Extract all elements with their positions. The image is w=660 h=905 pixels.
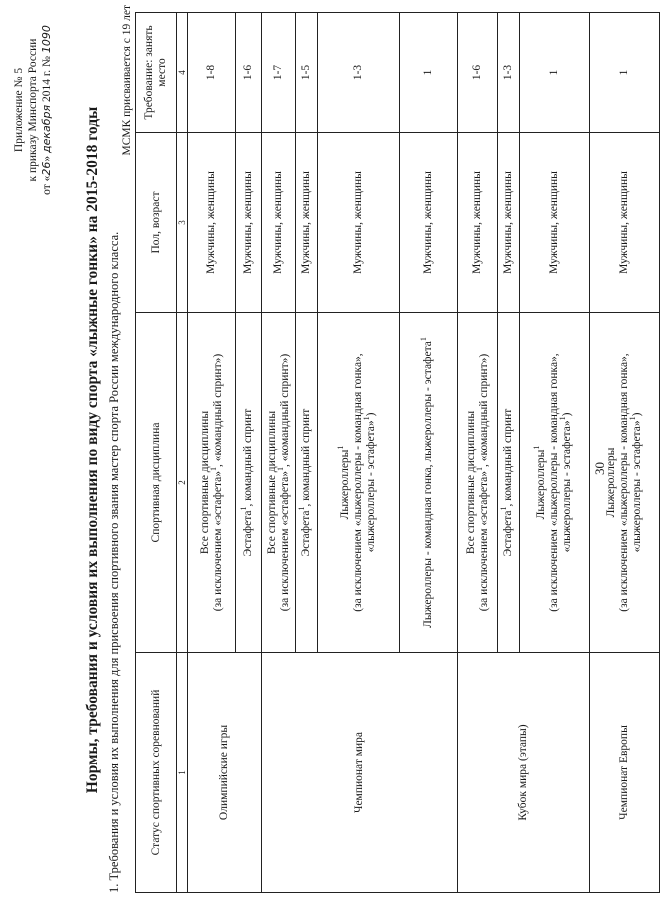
discipline-text: Эстафета <box>242 510 254 557</box>
discipline-cell <box>262 313 296 653</box>
table-row <box>188 13 236 893</box>
sex-age-cell: Мужчины, женщины <box>458 133 498 313</box>
appendix-order-line: к приказу Минспорта России <box>27 38 39 182</box>
norms-table <box>135 12 660 893</box>
table-row <box>262 13 296 893</box>
discipline-cell <box>458 313 498 653</box>
discipline-text: Лыжероллеры - командная гонка, лыжероллеры - эстафета <box>422 341 434 628</box>
requirement-cell: 1-3 <box>498 13 520 133</box>
discipline-text: , «командный спринт») <box>211 353 224 467</box>
group-world-cup: Кубок мира (этапы) <box>458 653 590 893</box>
sex-age-cell: Мужчины, женщины <box>262 133 296 313</box>
discipline-text: (за исключением «эстафета» <box>477 471 490 612</box>
discipline-text: Все спортивные дисциплины <box>198 410 211 555</box>
table-row <box>590 13 660 893</box>
header-sex-age: Пол, возраст <box>136 133 177 313</box>
discipline-text: «лыжероллеры - эстафета» <box>365 420 377 553</box>
sex-age-cell: Мужчины, женщины <box>400 133 458 313</box>
discipline-text: (за исключением «лыжероллеры - командная гонка», <box>352 353 364 612</box>
discipline-text: «лыжероллеры - эстафета» <box>561 420 573 553</box>
discipline-text: Лыжероллеры <box>339 449 351 520</box>
footnote-mark: 1 <box>499 506 509 511</box>
discipline-text: Все спортивные дисциплины <box>265 410 278 555</box>
handwritten-day: 26 <box>40 161 53 176</box>
footnote-mark: 1 <box>532 445 542 450</box>
requirement-cell: 1-6 <box>236 13 262 133</box>
discipline-text: , командный спринт <box>502 408 514 507</box>
date-prefix: от « <box>41 175 53 195</box>
column-number-row <box>177 13 188 893</box>
footnote-mark: 1 <box>558 416 568 421</box>
section-heading: 1. Требования и условия их выполнения для присвоения спортивного звания мастер спорта России международного класса. <box>107 231 121 893</box>
appendix-date-line <box>40 5 54 215</box>
discipline-text: Лыжероллеры <box>535 449 547 520</box>
discipline-text: ) <box>561 412 573 417</box>
discipline-text: (за исключением «эстафета» <box>211 471 224 612</box>
discipline-text: , «командный спринт») <box>278 353 291 467</box>
discipline-text: «лыжероллеры - эстафета» <box>631 420 643 553</box>
discipline-text: ) <box>631 412 643 417</box>
date-mid: » <box>41 153 53 162</box>
requirement-cell: 1-6 <box>458 13 498 133</box>
footnote-mark: 1 <box>239 506 249 511</box>
group-european-championship: Чемпионат Европы <box>590 653 660 893</box>
discipline-text: (за исключением «лыжероллеры - командная гонка», <box>618 353 630 612</box>
age-note: МСМК присваивается с 19 лет <box>121 5 133 156</box>
discipline-text: , командный спринт <box>242 408 254 507</box>
header-discipline: Спортивная дисциплина <box>136 313 177 653</box>
discipline-text: , командный спринт <box>300 408 312 507</box>
footnote-mark: 1 <box>336 445 346 450</box>
group-world-championship: Чемпионат мира <box>262 653 458 893</box>
requirement-cell: 1 <box>400 13 458 133</box>
group-olympic: Олимпийские игры <box>188 653 262 893</box>
requirement-cell: 1-5 <box>296 13 318 133</box>
header-requirement: Требование: занять место <box>136 13 177 133</box>
requirement-cell: 1-8 <box>188 13 236 133</box>
discipline-text: (за исключением «эстафета» <box>278 471 291 612</box>
discipline-cell <box>400 313 458 653</box>
column-number: 1 <box>177 653 188 893</box>
footnote-mark: 1 <box>419 337 429 342</box>
sex-age-cell: Мужчины, женщины <box>498 133 520 313</box>
sex-age-cell: Мужчины, женщины <box>318 133 400 313</box>
sex-age-cell: Мужчины, женщины <box>520 133 590 313</box>
discipline-text: Эстафета <box>300 510 312 557</box>
discipline-text: Эстафета <box>502 510 514 557</box>
column-number: 2 <box>177 313 188 653</box>
discipline-text: Все спортивные дисциплины <box>464 410 477 555</box>
column-number: 4 <box>177 13 188 133</box>
discipline-cell <box>296 313 318 653</box>
footnote-mark: 1 <box>208 467 218 471</box>
footnote-mark: 1 <box>628 416 638 421</box>
discipline-cell <box>318 313 400 653</box>
requirement-cell: 1 <box>520 13 590 133</box>
appendix-header <box>12 5 54 215</box>
handwritten-month: декабря <box>40 104 53 154</box>
sex-age-cell: Мужчины, женщины <box>296 133 318 313</box>
table-row <box>458 13 498 893</box>
page-number: 30 <box>592 462 607 475</box>
discipline-text: , «командный спринт») <box>477 353 490 467</box>
discipline-text: Лыжероллеры <box>605 447 617 518</box>
column-number: 3 <box>177 133 188 313</box>
sex-age-cell: Мужчины, женщины <box>188 133 236 313</box>
discipline-text: (за исключением «лыжероллеры - командная гонка», <box>548 353 560 612</box>
document-title: Нормы, требования и условия их выполнения по виду спорта «лыжные гонки» на 2015-2018 годы <box>84 106 101 794</box>
footnote-mark: 1 <box>297 506 307 511</box>
sex-age-cell: Мужчины, женщины <box>590 133 660 313</box>
requirement-cell: 1 <box>590 13 660 133</box>
header-status: Статус спортивных соревнований <box>136 653 177 893</box>
discipline-cell <box>520 313 590 653</box>
footnote-mark: 1 <box>474 467 484 471</box>
discipline-cell <box>590 313 660 653</box>
sex-age-cell: Мужчины, женщины <box>236 133 262 313</box>
requirement-cell: 1-7 <box>262 13 296 133</box>
footnote-mark: 1 <box>275 467 285 471</box>
table-header-row <box>136 13 177 893</box>
footnote-mark: 1 <box>362 416 372 421</box>
discipline-text: ) <box>365 412 377 417</box>
discipline-cell <box>188 313 236 653</box>
handwritten-order-number: 1090 <box>40 25 53 54</box>
appendix-line: Приложение № 5 <box>13 67 25 153</box>
requirement-cell: 1-3 <box>318 13 400 133</box>
date-year: 2014 г. № <box>41 53 53 105</box>
discipline-cell <box>498 313 520 653</box>
discipline-cell <box>236 313 262 653</box>
